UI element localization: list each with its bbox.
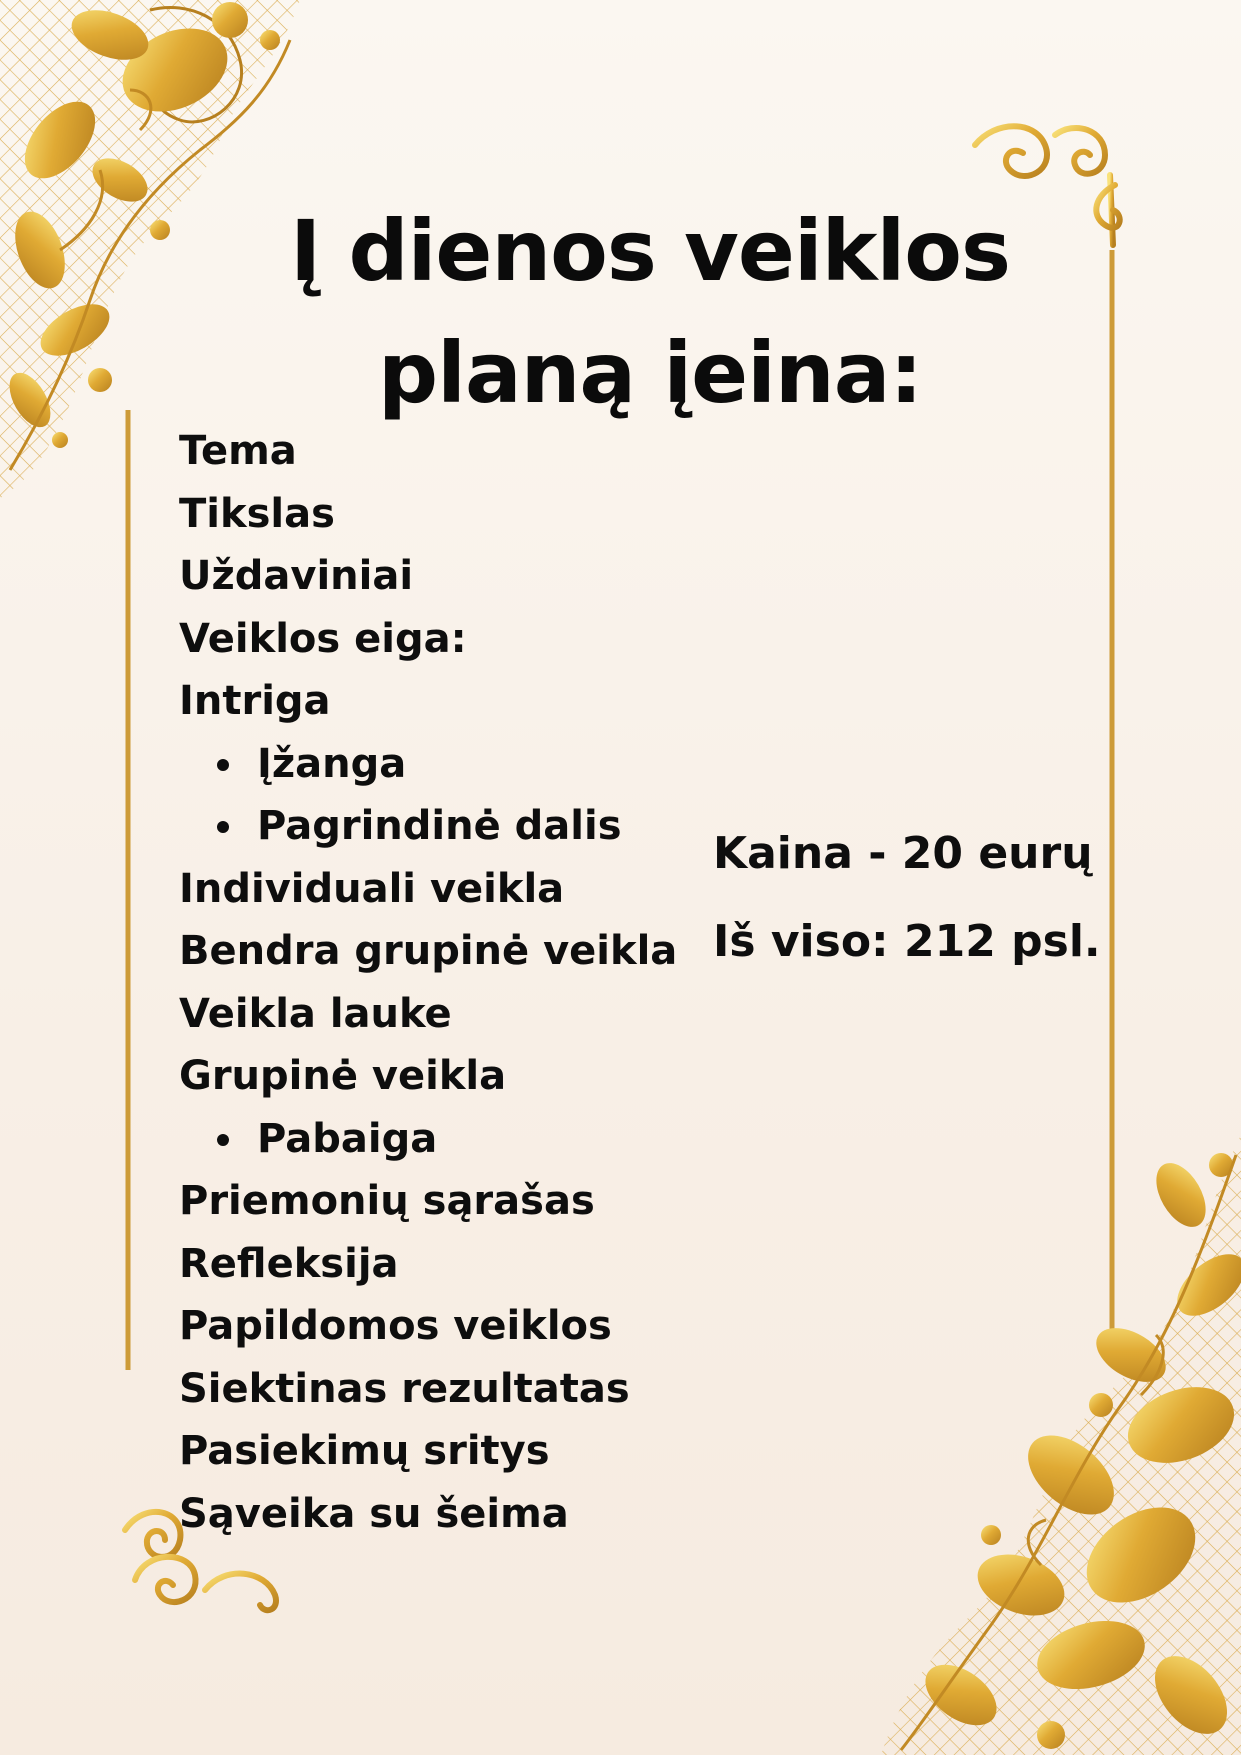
list-item: Priemonių sąrašas xyxy=(179,1178,595,1224)
bullet-list-item: Įžanga xyxy=(179,733,699,796)
price-info xyxy=(713,810,1101,986)
list-item: Grupinė veikla xyxy=(179,1053,507,1099)
bullet-list-item: Pabaiga xyxy=(179,1108,699,1171)
list-item: Papildomos veiklos xyxy=(179,1303,612,1349)
page-title xyxy=(200,190,1100,434)
price-label: Kaina - 20 eurų xyxy=(713,828,1093,879)
list-item: Intriga xyxy=(179,678,331,724)
list-item: Veiklos eiga: xyxy=(179,615,467,662)
page-count-label: Iš viso: 212 psl. xyxy=(713,916,1101,967)
title-line-2: planą įeina: xyxy=(378,324,922,422)
list-item: Sąveika su šeima xyxy=(179,1490,569,1537)
title-line-1: Į dienos veiklos xyxy=(289,202,1011,300)
list-item: Bendra grupinė veikla xyxy=(179,928,678,974)
list-item: Siektinas rezultatas xyxy=(179,1365,630,1412)
bullet-list-item: Pagrindinė dalis xyxy=(179,795,699,858)
floral-corner-bottom-right-icon xyxy=(841,1135,1241,1755)
list-item: Refleksija xyxy=(179,1240,399,1287)
plan-contents-list xyxy=(179,420,699,1545)
list-item: Tema xyxy=(179,428,297,474)
list-item: Uždaviniai xyxy=(179,553,414,599)
list-item: Pasiekimų sritys xyxy=(179,1428,550,1474)
list-item: Individuali veikla xyxy=(179,865,565,912)
list-item: Veikla lauke xyxy=(179,990,452,1037)
list-item: Tikslas xyxy=(179,490,335,537)
